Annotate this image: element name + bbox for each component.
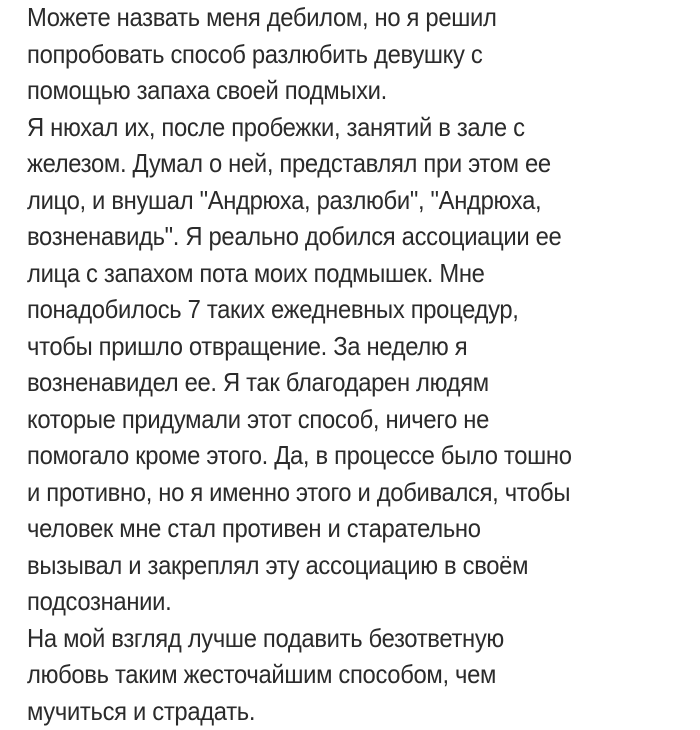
post-text-line: возненавидь". Я реально добился ассоциации ее [27, 223, 562, 251]
post-text [27, 0, 677, 730]
post-text-line: чтобы пришло отвращение. За неделю я [27, 332, 468, 361]
post-text-line: любовь таким жесточайшим способом, чем [27, 661, 497, 689]
post-text-line: возненавидел ее. Я так благодарен людям [27, 369, 489, 397]
post-text-line: и противно, но я именно этого и добивался, чтобы [27, 478, 571, 507]
post-text-line: понадобилось 7 таких ежедневных процедур, [27, 296, 519, 324]
post-text-line: помогало кроме этого. Да, в процессе было тошно [27, 442, 572, 470]
post-text-line: железом. Думал о ней, представлял при этом ее [27, 150, 551, 178]
post-text-line: лица с запахом пота моих подмышек. Мне [27, 259, 485, 288]
post-text-line: человек мне стал противен и старательно [27, 515, 481, 543]
post-text-line: попробовать способ разлюбить девушку с [27, 40, 483, 69]
post-text-line: которые придумали этот способ, ничего не [27, 405, 490, 434]
post-text-line: Я нюхал их, после пробежки, занятий в зале с [27, 113, 525, 142]
post-text-line: подсознании. [27, 588, 172, 616]
post-text-line: Можете назвать меня дебилом, но я решил [27, 4, 497, 32]
post-text-line: вызывал и закреплял эту ассоциацию в своём [27, 551, 529, 580]
post-text-line: помощью запаха своей подмыхи. [27, 77, 387, 105]
post-text-line: лицо, и внушал "Андрюха, разлюби", "Андрюха, [27, 186, 542, 215]
post-text-line: мучиться и страдать. [27, 697, 256, 726]
post-text-line: На мой взгляд лучше подавить безответную [27, 624, 504, 653]
